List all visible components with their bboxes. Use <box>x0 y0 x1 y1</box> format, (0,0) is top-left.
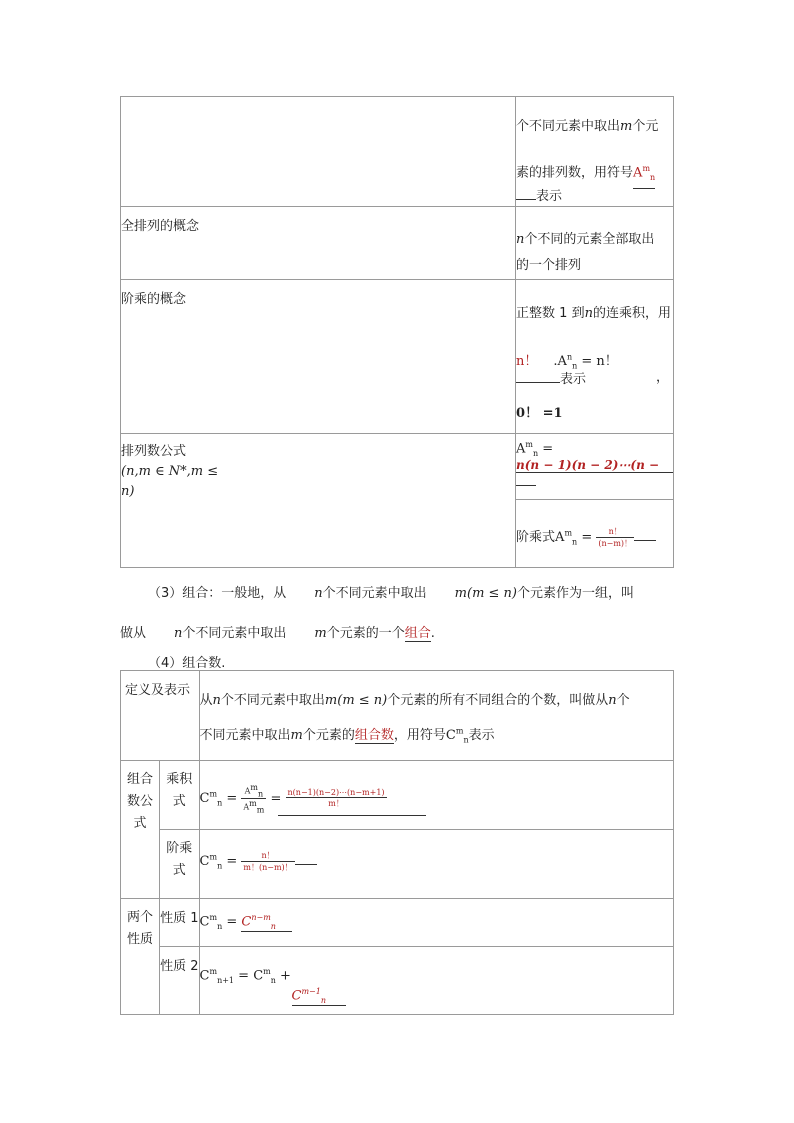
factorial-label-cell: 阶乘 式 <box>160 830 199 899</box>
paragraph-3-line2: 做从 n个不同元素中取出 m个元素的一个组合. <box>120 622 435 642</box>
answer-A-mn: $A^m_n$ <box>633 159 655 189</box>
table1-r4-right-top: $A^m_n$ = n(n − 1)(n − 2)⋯(n − <box>516 434 674 500</box>
table1-r3-right: 正整数 1 到n的连乘积，用 n！ $.A^n_n = n$！ 表示 ， 0！ =1 <box>516 280 674 434</box>
answer-combination-number: 组合数 <box>355 724 394 744</box>
product-formula-cell: $C^m_n$ = $\frac{A^m_n}{A^m_m}$ = $\frac{n(n-1)(n-2)\cdots(n-m+1)}{m!}$ <box>199 761 673 830</box>
table1-r4-right-bot: 阶乘式$A^m_n$ = $\frac{n!}{(n-m)!}$ <box>516 500 674 568</box>
factorial-formula-cell: $C^m_n$ = $\frac{n!}{m!(n-m)!}$ <box>199 830 673 899</box>
answer-combination: 组合 <box>405 622 431 642</box>
table1-r2-right: n个不同的元素全部取出 的一个排列 <box>516 207 674 280</box>
blank-line <box>516 185 536 200</box>
product-label-cell: 乘积 式 <box>160 761 199 830</box>
answer-n-factorial: n！ <box>516 354 538 369</box>
paragraph-4: （4）组合数. <box>148 656 226 671</box>
table1-r1-left <box>121 97 516 207</box>
def-text-cell: 从n个不同元素中取出m(m ≤ n)个元素的所有不同组合的个数，叫做从n个 不同元素中取出m个元素的组合数，用符号$C^m_n$表示 <box>199 671 673 761</box>
table1-r3-left: 阶乘的概念 <box>121 280 516 434</box>
prop1-label-cell: 性质 1 <box>160 899 199 947</box>
prop2-formula-cell: $C^m_{n+1} = C^m_n$ + $C^{m-1}_n$ <box>199 947 673 1015</box>
table1-r4-left: 排列数公式 (n,m ∈ N*,m ≤ n) <box>121 434 516 568</box>
prop2-label-cell: 性质 2 <box>160 947 199 1015</box>
answer-property-2: $C^{m-1}_n$ <box>292 987 347 1006</box>
answer-factorial-form: $\frac{n!}{(n-m)!}$ <box>598 527 633 548</box>
props-label-cell: 两个 性质 <box>121 899 160 1015</box>
formula-label-cell: 组合 数公 式 <box>121 761 160 899</box>
answer-permutation-product: n(n − 1)(n − 2)⋯(n − <box>516 458 673 473</box>
def-label-cell: 定义及表示 <box>121 671 200 761</box>
table1-r2-left: 全排列的概念 <box>121 207 516 280</box>
paragraph-3-line1: （3）组合：一般地，从 n个不同元素中取出 m(m ≤ n)个元素作为一组，叫 <box>148 586 635 601</box>
combination-table <box>120 670 674 1015</box>
answer-factorial-combination: $\frac{n!}{m!(n-m)!}$ <box>243 851 293 872</box>
table1-r1-right: 个不同元素中取出m个元 素的排列数，用符号$A^m_n$ 表示 <box>516 97 674 207</box>
answer-product-form: $\frac{n(n-1)(n-2)\cdots(n-m+1)}{m!}$ <box>287 788 385 809</box>
permutation-table <box>120 96 674 568</box>
prop1-formula-cell: $C^m_n = C^{n-m}_n$ <box>199 899 673 947</box>
answer-property-1: $C^{n-m}_n$ <box>241 913 292 932</box>
